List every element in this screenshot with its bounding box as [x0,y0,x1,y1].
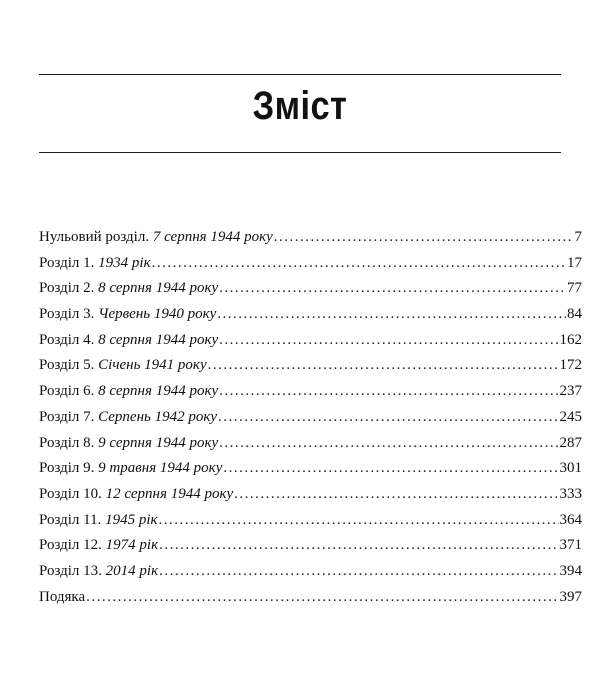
toc-entry-label [39,559,158,585]
toc-entry-page: 172 [559,357,582,374]
toc-entry-prefix: Розділ 3. [39,306,99,323]
toc-entry-title: 7 серпня 1944 року [152,229,273,245]
toc-entry-prefix: Розділ 13. [39,562,106,579]
toc-entry[interactable] [39,456,582,482]
toc-entry-label [39,328,218,354]
toc-entry[interactable] [39,533,582,559]
toc-entry[interactable] [39,328,582,354]
toc-entry-page: 397 [559,588,582,605]
toc-entry-label [39,508,158,534]
toc-entry[interactable] [39,508,582,534]
toc-entry-title: 2014 рік [105,562,159,579]
toc-entry-page: 394 [559,562,582,579]
toc-entry-title: 9 серпня 1944 року [98,434,219,451]
toc-entry-label [39,379,218,405]
toc-entry[interactable] [39,251,582,277]
table-of-contents [39,225,582,610]
toc-entry-label [39,405,217,431]
dot-leader [159,559,558,585]
toc-entry-title: 12 серпня 1944 року [105,485,234,502]
toc-entry-page: 237 [559,383,582,400]
dot-leader [234,482,558,508]
toc-entry-label [39,482,233,508]
dot-leader [208,353,559,379]
toc-entry-prefix: Розділ 12. [39,537,106,554]
dot-leader [223,456,558,482]
toc-entry-title: 8 серпня 1944 року [98,331,219,348]
dot-leader [219,431,558,457]
toc-entry-page: 77 [567,280,582,297]
toc-entry-title: 8 серпня 1944 року [98,280,219,297]
dot-leader [219,328,558,354]
toc-entry-page: 371 [559,537,582,554]
toc-entry-page: 333 [559,485,582,502]
toc-entry-title: 1974 рік [105,537,159,554]
toc-entry-prefix: Розділ 8. [39,434,99,451]
toc-entry-prefix: Розділ 10. [39,485,106,502]
toc-entry[interactable] [39,353,582,379]
toc-entry-page: 162 [559,331,582,348]
toc-entry-prefix: Розділ 9. [39,460,99,477]
toc-entry-label [39,456,222,482]
dot-leader [159,508,559,534]
toc-entry[interactable] [39,431,582,457]
dot-leader [219,276,566,302]
toc-entry-title: 9 травня 1944 року [98,460,223,477]
toc-entry-title: Червень 1940 року [98,306,217,323]
dot-leader [152,251,566,277]
toc-entry-page: 7 [574,229,582,245]
toc-entry[interactable] [39,302,582,328]
toc-entry-label [39,251,151,277]
toc-entry-page: 364 [559,511,582,528]
toc-entry-title: Січень 1941 року [98,357,207,374]
toc-entry[interactable] [39,276,582,302]
dot-leader [219,379,558,405]
toc-entry-page: 17 [567,254,582,271]
toc-entry-title: Серпень 1942 року [98,408,218,425]
toc-entry-label [39,533,158,559]
toc-entry[interactable] [39,405,582,431]
toc-entry-page: 287 [559,434,582,451]
bottom-rule [39,152,561,153]
top-rule [39,74,561,75]
toc-entry-page: 245 [559,408,582,425]
toc-entry-prefix: Розділ 11. [39,511,106,528]
toc-entry-prefix: Розділ 2. [39,280,99,297]
toc-entry-page: 301 [559,460,582,477]
toc-entry[interactable] [39,225,582,251]
toc-entry-title: 8 серпня 1944 року [98,383,219,400]
toc-entry-label [39,276,218,302]
dot-leader [218,405,558,431]
toc-entry-label [39,431,218,457]
toc-entry[interactable] [39,379,582,405]
toc-entry-prefix: Розділ 6. [39,383,99,400]
toc-entry-title: 1945 рік [105,511,158,528]
toc-entry-page: 84 [567,306,582,323]
toc-entry[interactable] [39,482,582,508]
toc-entry-prefix: Розділ 4. [39,331,99,348]
dot-leader [159,533,558,559]
toc-entry[interactable] [39,559,582,585]
toc-entry-prefix: Нульовий розділ. [39,229,153,245]
toc-entry-label [39,585,85,611]
page-title: Зміст [252,84,348,128]
toc-entry-prefix: Розділ 1. [39,254,99,271]
toc-entry-label [39,302,216,328]
toc-entry-prefix: Подяка [39,588,86,605]
toc-entry-prefix: Розділ 5. [39,357,99,374]
toc-entry-label [39,353,207,379]
dot-leader [217,302,566,328]
toc-entry[interactable] [39,585,582,611]
toc-entry-title: 1934 рік [98,254,151,271]
dot-leader [86,585,558,611]
toc-entry-prefix: Розділ 7. [39,408,99,425]
toc-entry-label [39,225,273,251]
dot-leader [274,225,574,251]
